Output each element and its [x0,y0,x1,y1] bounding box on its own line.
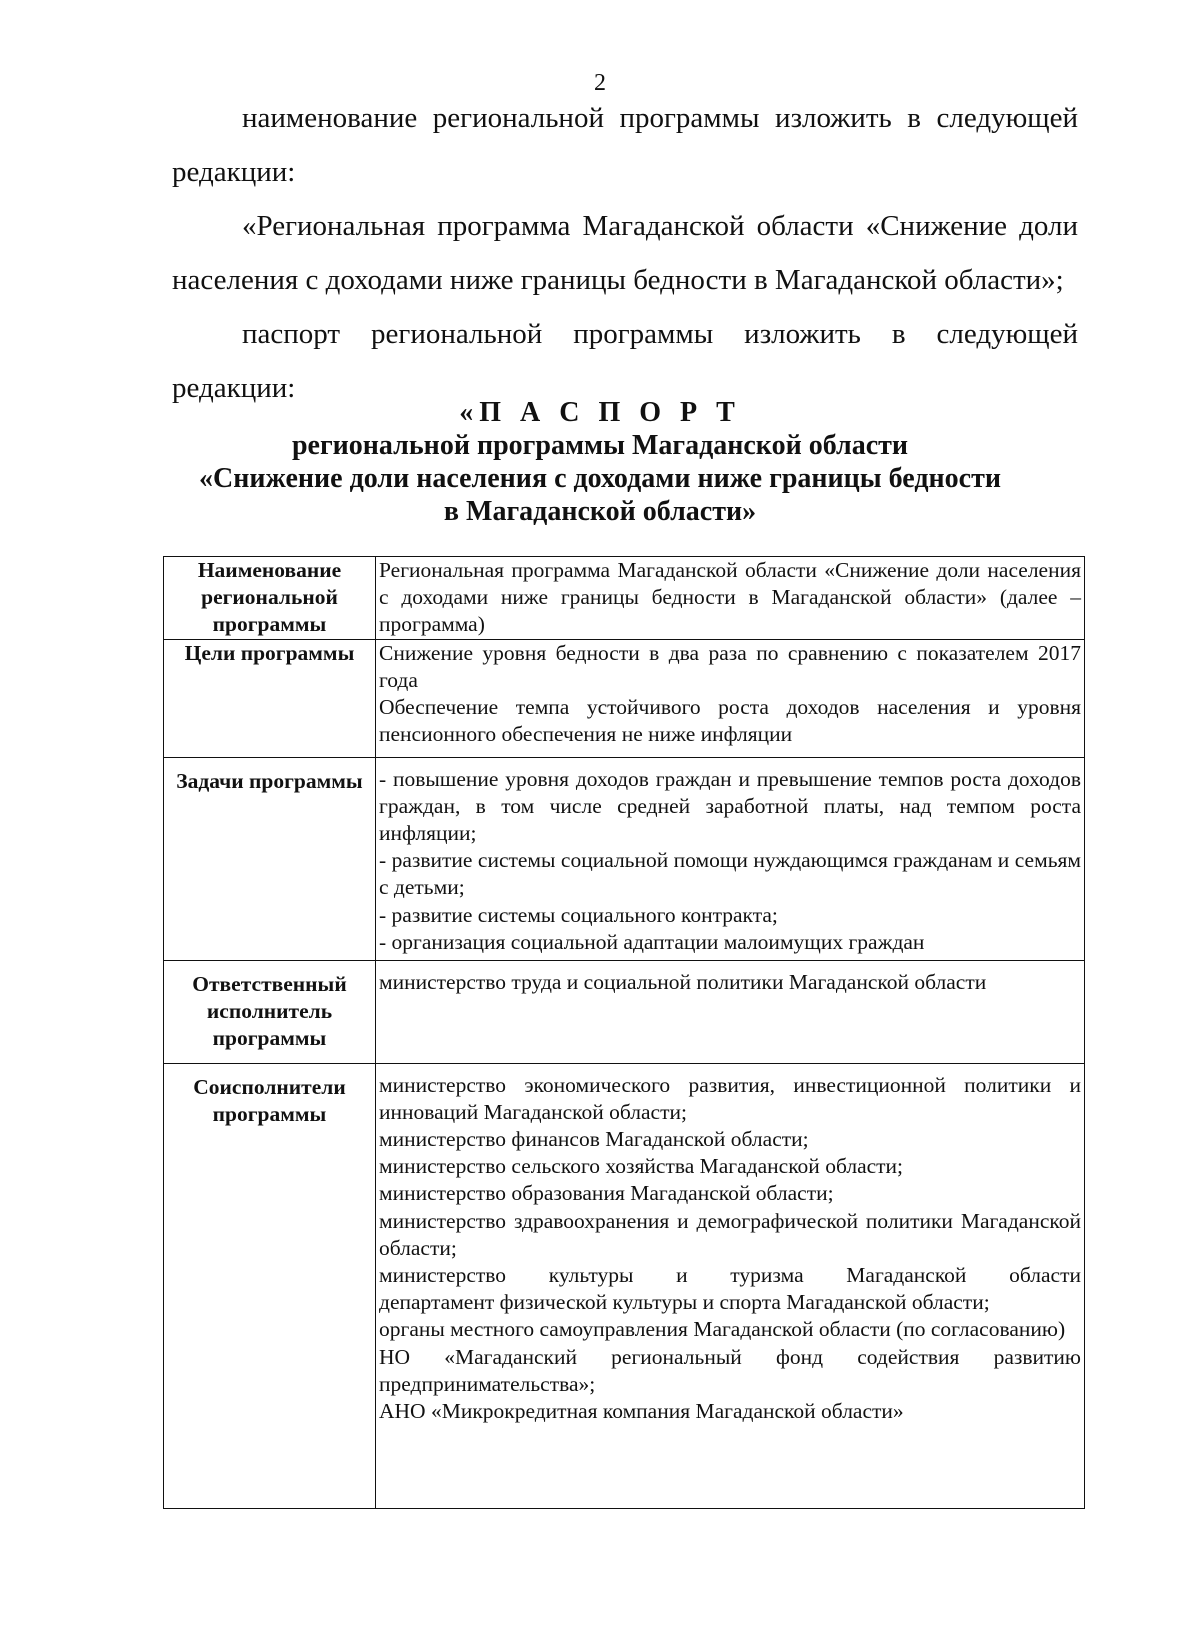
paragraph-text: «Региональная программа Магаданской области «Снижение доли населения с доходами ниже границы бедности в Магаданской области»; [172,210,1078,296]
page-number: 2 [594,70,606,96]
row-value [376,639,1085,757]
value-line: министерство экономического развития, инвестиционной политики и инноваций Магаданской области; [379,1072,1081,1124]
table-row-responsible [164,960,1085,1063]
value-line: - организация социальной адаптации малоимущих граждан [379,929,925,954]
paragraph-text: паспорт региональной программы изложить в следующей редакции: [172,318,1078,404]
value-line: министерство здравоохранения и демографической политики Магаданской области; [379,1208,1081,1260]
row-label: Наименование региональной программы [164,557,376,640]
value-line: министерство сельского хозяйства Магаданской области; [379,1154,904,1179]
passport-heading [0,396,1200,528]
passport-table [163,556,1085,1509]
value-line: органы местного самоуправления Магаданской области (по согласованию) [379,1317,1066,1342]
paragraph-text: наименование региональной программы изложить в следующей редакции: [172,102,1078,188]
table-row-tasks [164,757,1085,960]
value-line: - развитие системы социальной помощи нуждающимся гражданам и семьям с детьми; [379,848,1081,900]
heading-title: «П А С П О Р Т [459,397,741,428]
row-label: Ответственный исполнитель программы [164,960,376,1063]
value-line: - повышение уровня доходов граждан и превышение темпов роста доходов граждан, в том числе средней заработной платы, над темпом роста инфляции; [379,766,1081,846]
row-label: Задачи программы [164,757,376,960]
row-value [376,557,1085,640]
heading-line: региональной программы Магаданской области [291,430,909,461]
row-value [376,757,1085,960]
value-line: министерство труда и социальной политики Магаданской области [379,969,987,994]
row-value [376,1063,1085,1508]
value-line: Снижение уровня бедности в два раза по сравнению с показателем 2017 года [379,640,1081,692]
row-label: Соисполнители программы [164,1063,376,1508]
value-line: - развитие системы социального контракта; [379,902,778,927]
value-line: Обеспечение темпа устойчивого роста доходов населения и уровня пенсионного обеспечения не ниже инфляции [379,695,1081,747]
value-line: министерство образования Магаданской области; [379,1181,834,1206]
paragraph-program-name-new [172,199,1078,307]
row-value [376,960,1085,1063]
table-row-co-executors [164,1063,1085,1508]
value-line: министерство культуры и туризма Магаданской области [379,1263,1081,1288]
value-line: министерство финансов Магаданской области; [379,1127,809,1152]
value-line: АНО «Микрокредитная компания Магаданской области» [379,1399,904,1424]
paragraph-program-name-change [172,91,1078,199]
row-label: Цели программы [164,639,376,757]
value-line: НО «Магаданский региональный фонд содействия развитию предпринимательства»; [379,1344,1081,1396]
value-line: департамент физической культуры и спорта Магаданской области; [379,1290,990,1315]
table-row-goals [164,639,1085,757]
table-row-program-name [164,557,1085,640]
heading-line: «Снижение доли населения с доходами ниже границы бедности [199,463,1001,494]
value-line: Региональная программа Магаданской области «Снижение доли населения с доходами ниже границы бедности в Магаданской области» (далее – программа) [379,558,1081,637]
heading-line: в Магаданской области» [443,496,757,527]
